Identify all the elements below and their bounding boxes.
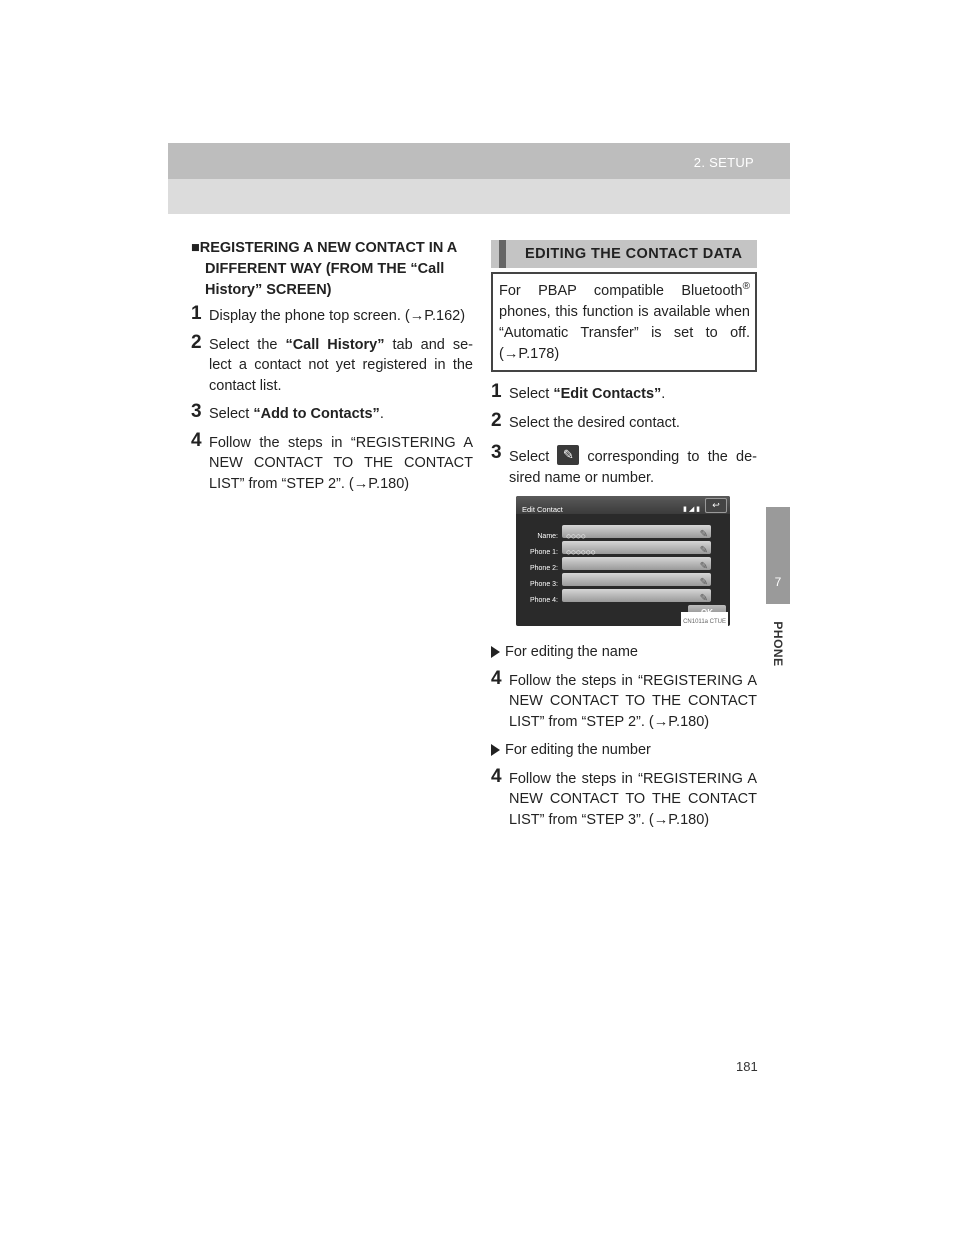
step-text: corresponding to the de- sired name or number. bbox=[509, 449, 757, 486]
arrow-bullet-icon bbox=[491, 744, 500, 756]
step-text: Follow the steps in “REGISTERING A NEW CONTACT TO THE CONTACT LIST” from “STEP 3”. (→P.180) bbox=[509, 770, 757, 828]
screen-title: Edit Contact bbox=[522, 505, 563, 514]
field-row-phone2 bbox=[516, 557, 730, 571]
step-number: 3 bbox=[191, 401, 202, 422]
chapter-number: 7 bbox=[774, 575, 782, 589]
step-text: tab and se- lect a contact not yet registered in the contact list. bbox=[209, 336, 473, 394]
left-heading: ■REGISTERING A NEW CONTACT IN A DIFFERENT WAY (FROM THE “Call History” SCREEN) bbox=[191, 240, 457, 298]
left-step-4 bbox=[191, 429, 473, 495]
field-row-phone4 bbox=[516, 589, 730, 603]
chapter-tab bbox=[766, 507, 790, 604]
pencil-icon[interactable]: ✎ bbox=[699, 545, 708, 556]
header-subbar bbox=[168, 179, 790, 214]
left-column bbox=[191, 238, 473, 502]
figure-code: CN1011a CTUE bbox=[681, 612, 728, 633]
phone1-field[interactable] bbox=[562, 541, 711, 557]
step-keyword: “Call History” bbox=[285, 336, 385, 353]
section-bar bbox=[491, 240, 757, 268]
pencil-icon[interactable]: ✎ bbox=[699, 593, 708, 604]
step-number: 2 bbox=[491, 409, 502, 431]
field-label: Phone 3: bbox=[529, 581, 558, 588]
step-number: 4 bbox=[491, 667, 502, 689]
phone3-field[interactable] bbox=[562, 573, 711, 586]
right-step-4a bbox=[491, 667, 757, 733]
field-row-name bbox=[516, 525, 730, 539]
step-number: 2 bbox=[191, 331, 202, 353]
right-column bbox=[491, 240, 757, 838]
step-number: 4 bbox=[491, 765, 502, 787]
step-text: Select bbox=[209, 406, 254, 422]
right-step-3 bbox=[491, 442, 757, 488]
note-box bbox=[491, 272, 757, 372]
screenshot-figure bbox=[516, 496, 730, 632]
section-bar-title: EDITING THE CONTACT DATA bbox=[525, 245, 743, 262]
left-step-2 bbox=[191, 331, 473, 397]
section-title: 2. SETUP bbox=[693, 155, 754, 170]
section-bar-marker bbox=[499, 240, 506, 268]
name-field[interactable] bbox=[562, 525, 711, 541]
phone4-field[interactable] bbox=[562, 589, 711, 602]
step-number: 1 bbox=[491, 381, 502, 402]
bullet-editing-name bbox=[491, 642, 757, 663]
step-text: . bbox=[661, 386, 666, 402]
step-number: 1 bbox=[191, 303, 202, 324]
left-step-3 bbox=[191, 401, 473, 425]
back-button[interactable]: ↩ bbox=[705, 498, 727, 513]
edit-contact-screen bbox=[516, 496, 730, 626]
screen-title-bar bbox=[516, 496, 730, 514]
step-text: . bbox=[379, 406, 384, 422]
note-text: phones, this function is available when “Automatic Transfer” is set to off. (→P.178) bbox=[499, 304, 750, 362]
bullet-editing-number bbox=[491, 740, 757, 761]
step-text: Display the phone top screen. (→P.162) bbox=[209, 308, 466, 324]
step-keyword: “Edit Contacts” bbox=[553, 386, 662, 402]
field-label: Phone 2: bbox=[529, 565, 558, 572]
field-label: Phone 1: bbox=[529, 549, 558, 556]
field-row-phone3 bbox=[516, 573, 730, 587]
pencil-icon[interactable]: ✎ bbox=[699, 561, 708, 572]
step-text: Follow the steps in “REGISTERING A NEW CONTACT TO THE CONTACT LIST” from “STEP 2”. (→P.180) bbox=[509, 672, 757, 730]
step-text: Select the desired contact. bbox=[509, 414, 680, 431]
field-label: Name: bbox=[537, 533, 558, 540]
note-text: For PBAP compatible Bluetooth bbox=[499, 283, 743, 299]
step-text: Select bbox=[509, 386, 554, 402]
field-value: ○○○○○○ bbox=[566, 547, 596, 557]
phone2-field[interactable] bbox=[562, 557, 711, 570]
step-keyword: “Add to Contacts” bbox=[253, 406, 380, 422]
step-text: Select bbox=[509, 449, 550, 465]
step-number: 3 bbox=[491, 442, 502, 463]
page-number: 181 bbox=[736, 1059, 758, 1074]
note-registered-mark: ® bbox=[742, 281, 750, 293]
chapter-label bbox=[760, 614, 796, 674]
header-bar bbox=[168, 143, 790, 179]
step-number: 4 bbox=[191, 429, 202, 451]
field-label: Phone 4: bbox=[529, 597, 558, 604]
pencil-icon[interactable]: ✎ bbox=[699, 529, 708, 540]
left-step-1 bbox=[191, 303, 473, 327]
chapter-name: PHONE bbox=[771, 621, 785, 667]
step-text: Follow the steps in “REGISTERING A NEW CONTACT TO THE CONTACT LIST” from “STEP 2”. (→P.180) bbox=[209, 434, 473, 492]
right-step-1 bbox=[491, 381, 757, 405]
bullet-text: For editing the name bbox=[505, 644, 638, 660]
pencil-icon: ✎ bbox=[557, 445, 579, 465]
field-value: ○○○○ bbox=[566, 531, 586, 541]
signal-status-icon: ▮ ◢ ▮ bbox=[683, 506, 700, 513]
bullet-text: For editing the number bbox=[505, 742, 651, 758]
pencil-icon[interactable]: ✎ bbox=[699, 577, 708, 588]
right-step-4b bbox=[491, 765, 757, 831]
right-step-2 bbox=[491, 409, 757, 434]
arrow-bullet-icon bbox=[491, 646, 500, 658]
step-text: Select the bbox=[209, 336, 286, 353]
field-row-phone1 bbox=[516, 541, 730, 555]
